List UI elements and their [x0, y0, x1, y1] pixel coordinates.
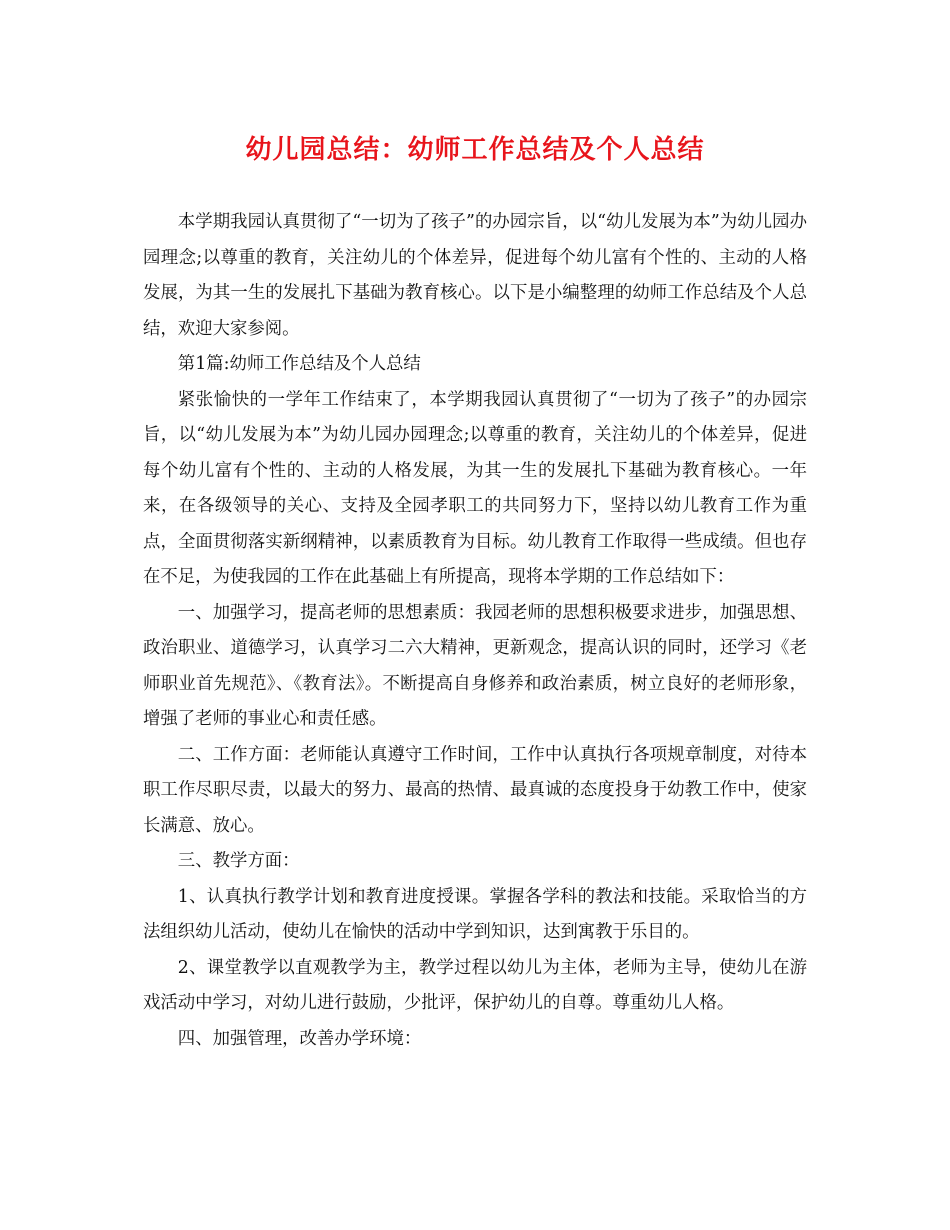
paragraph-teaching-item-1: 1、认真执行教学计划和教育进度授课。掌握各学科的教法和技能。采取恰当的方法组织幼儿活动，使幼儿在愉快的活动中学到知识，达到寓教于乐目的。	[143, 886, 807, 942]
document-title: 幼儿园总结：幼师工作总结及个人总结	[245, 135, 705, 165]
paragraph-intro: 本学期我园认真贯彻了“一切为了孩子”的办园宗旨，以“幼儿发展为本”为幼儿园办园理念;以尊重的教育，关注幼儿的个体差异，促进每个幼儿富有个性的、主动的人格发展，为其一生的发展扎下基础为教育核心。以下是小编整理的幼师工作总结及个人总结，欢迎大家参阅。	[143, 212, 807, 339]
paragraph-teaching-item-2: 2、课堂教学以直观教学为主，教学过程以幼儿为主体，老师为主导，使幼儿在游戏活动中学习，对幼儿进行鼓励，少批评，保护幼儿的自尊。尊重幼儿人格。	[143, 957, 807, 1013]
paragraph-section-heading: 第1篇:幼师工作总结及个人总结	[177, 354, 421, 374]
paragraph-work: 二、工作方面：老师能认真遵守工作时间，工作中认真执行各项规章制度，对待本职工作尽职尽责，以最大的努力、最高的热情、最真诚的态度投身于幼教工作中，使家长满意、放心。	[143, 744, 807, 836]
paragraph-management-heading: 四、加强管理，改善办学环境：	[177, 1028, 422, 1049]
paragraph-summary-opening: 紧张愉快的一学年工作结束了，本学期我园认真贯彻了“一切为了孩子”的办园宗旨，以“幼儿发展为本”为幼儿园办园理念;以尊重的教育，关注幼儿的个体差异，促进每个幼儿富有个性的、主动的人格发展，为其一生的发展扎下基础为教育核心。一年来，在各级领导的关心、支持及全园孝职工的共同努力下，坚持以幼儿教育工作为重点，全面贯彻落实新纲精神，以素质教育为目标。幼儿教育工作取得一些成绩。但也存在不足，为使我园的工作在此基础上有所提高，现将本学期的工作总结如下：	[143, 389, 807, 587]
paragraph-study: 一、加强学习，提高老师的思想素质：我园老师的思想积极要求进步，加强思想、政治职业、道德学习，认真学习二六大精神，更新观念，提高认识的同时，还学习《老师职业首先规范》、《教育法》。不断提高自身修养和政治素质，树立良好的老师形象，增强了老师的事业心和责任感。	[143, 602, 807, 729]
paragraph-teaching-heading: 三、教学方面：	[177, 851, 300, 871]
document-body	[143, 205, 807, 1057]
